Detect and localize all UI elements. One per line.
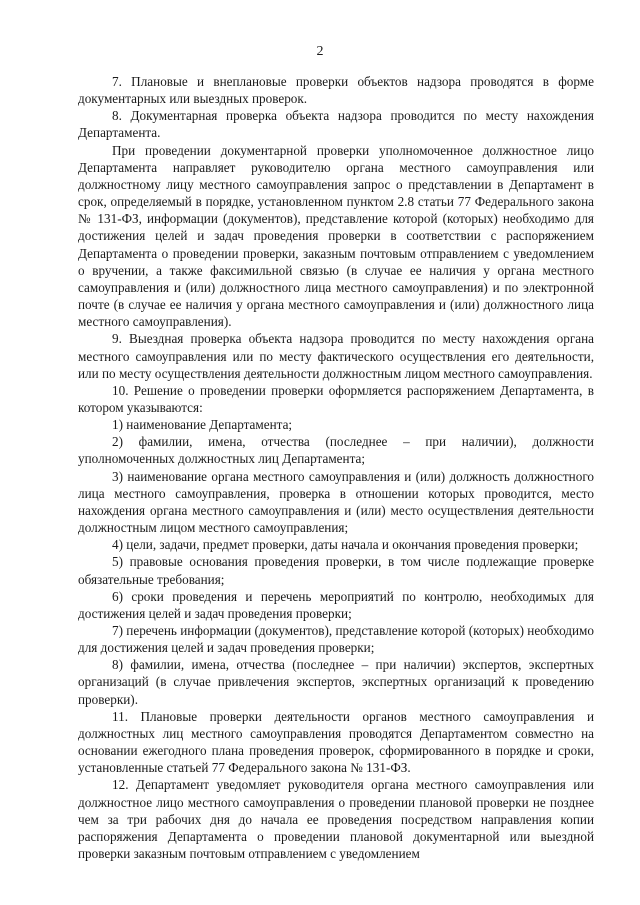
list-item-1: 1) наименование Департамента;: [112, 417, 293, 433]
list-item-6: 6) сроки проведения и перечень мероприятий по контролю, необходимых для достижения целей и задач проведения проверки;: [78, 588, 594, 621]
list-item-8: 8) фамилии, имена, отчества (последнее – при наличии) экспертов, экспертных организаций (в случае привлечения экспертов, экспертных организаций к проведению проверки).: [78, 657, 594, 707]
paragraph-11: 11. Плановые проверки деятельности органов местного самоуправления и должностных лиц местного самоуправления проводятся Департаментом совместно на основании ежегодного плана проведения проверок, сформированного в порядке и сроки, установленные статьей 77 Федерального закона № 131-ФЗ.: [78, 708, 594, 776]
page-number: 2: [316, 44, 324, 59]
paragraph-9: 9. Выездная проверка объекта надзора проводится по месту нахождения органа местного самоуправления или по месту фактического осуществления его деятельности, или по месту осуществления деятельности должностным лицом местного самоуправления.: [78, 331, 594, 381]
paragraph-8: 8. Документарная проверка объекта надзора проводится по месту нахождения Департамента.: [78, 108, 594, 141]
paragraph-12: 12. Департамент уведомляет руководителя органа местного самоуправления или должностное лицо местного самоуправления о проведении плановой проверки не позднее чем за три рабочих дня до начала ее проведения посредством направления копии распоряжения Департамента о проведении плановой документарной или выездной проверки заказным почтовым отправлением с уведомлением: [78, 777, 594, 862]
list-item-3: 3) наименование органа местного самоуправления и (или) должность должностного лица местного самоуправления, проверка в отношении которых проводится, место нахождения органа местного самоуправления и (или) место осуществления деятельности должностным лицом местного самоуправления;: [78, 468, 594, 536]
list-item-5: 5) правовые основания проведения проверки, в том числе подлежащие проверке обязательные требования;: [78, 554, 594, 587]
list-item-2: 2) фамилии, имена, отчества (последнее – при наличии), должности уполномоченных должностных лиц Департамента;: [78, 434, 594, 467]
paragraph-10: 10. Решение о проведении проверки оформляется распоряжением Департамента, в котором указываются:: [78, 382, 594, 415]
paragraph-documentary-check: При проведении документарной проверки уполномоченное должностное лицо Департамента направляет руководителю органа местного самоуправления или должностному лицу местного самоуправления запрос о представлении в Департамент в срок, определяемый в порядке, установленном пунктом 2.8 статьи 77 Федерального закона № 131-ФЗ, информации (документов), представление которой (которых) необходимо для достижения целей и задач проведения проверки в соответствии с распоряжением Департамента о проведении проверки, заказным почтовым отправлением с уведомлением о вручении, а также факсимильной связью (в случае ее наличия у органа местного самоуправления и (или) должностного лица местного самоуправления) и по электронной почте (в случае ее наличия у органа местного самоуправления и (или) должностного лица местного самоуправления).: [78, 142, 594, 330]
list-item-4: 4) цели, задачи, предмет проверки, даты начала и окончания проведения проверки;: [112, 537, 579, 553]
paragraph-7: 7. Плановые и внеплановые проверки объектов надзора проводятся в форме документарных или выездных проверок.: [78, 74, 594, 107]
list-item-7: 7) перечень информации (документов), представление которой (которых) необходимо для достижения целей и задач проведения проверки;: [78, 623, 594, 656]
document-body: [78, 73, 594, 862]
